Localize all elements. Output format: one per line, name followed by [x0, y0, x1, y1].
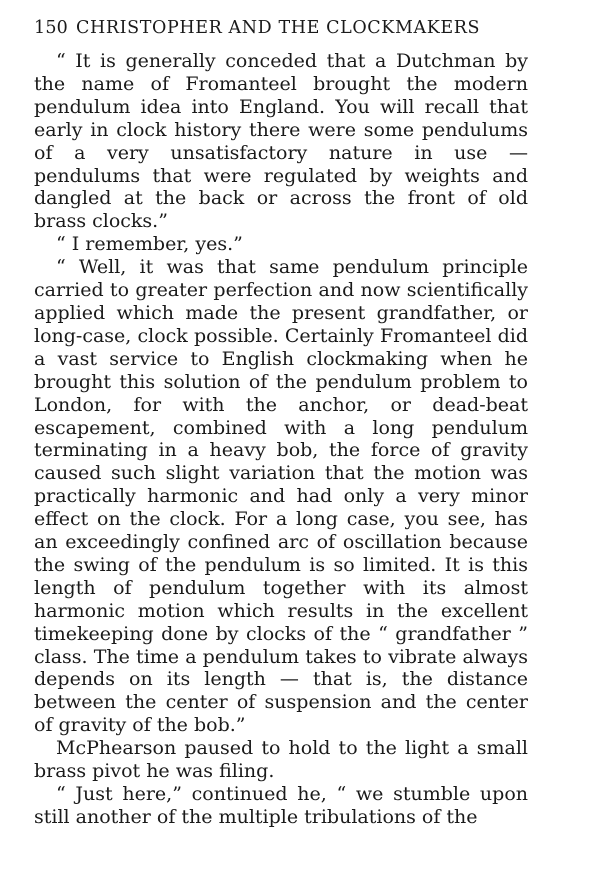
body-text — [34, 50, 528, 829]
paragraph: “ Well, it was that same pendulum principle carried to greater perfection and now scientifically applied which made the present grandfather, or long-case, clock possible. Certainly Fromanteel did a vast service to English clockmaking when he brought this solution of the pendulum problem to London, for with the anchor, or dead-beat escapement, combined with a long pendulum terminating in a heavy bob, the force of gravity caused such slight variation that the motion was practically harmonic and had only a very minor effect on the clock. For a long case, you see, has an exceedingly confined arc of oscillation because the swing of the pendulum is so limited. It is this length of pendulum together with its almost harmonic motion which results in the excellent timekeeping done by clocks of the “ grandfather ” class. The time a pendulum takes to vibrate always depends on its length — that is, the distance between the center of suspension and the center of gravity of the bob.” — [34, 256, 528, 737]
running-head: CHRISTOPHER AND THE CLOCKMAKERS — [76, 18, 481, 38]
page-header — [34, 18, 528, 42]
page-number: 150 — [34, 18, 69, 38]
book-page — [34, 18, 528, 829]
paragraph: “ I remember, yes.” — [56, 233, 243, 256]
paragraph: “ Just here,” continued he, “ we stumble upon still another of the multiple tribulations of the — [34, 783, 528, 828]
paragraph: McPhearson paused to hold to the light a small brass pivot he was filing. — [34, 737, 528, 783]
paragraph: “ It is generally conceded that a Dutchman by the name of Fromanteel brought the modern pendulum idea into England. You will recall that early in clock history there were some pendulums of a very unsatisfactory nature in use — pendulums that were regulated by weights and dangled at the back or across the front of old brass clocks.” — [34, 50, 528, 233]
